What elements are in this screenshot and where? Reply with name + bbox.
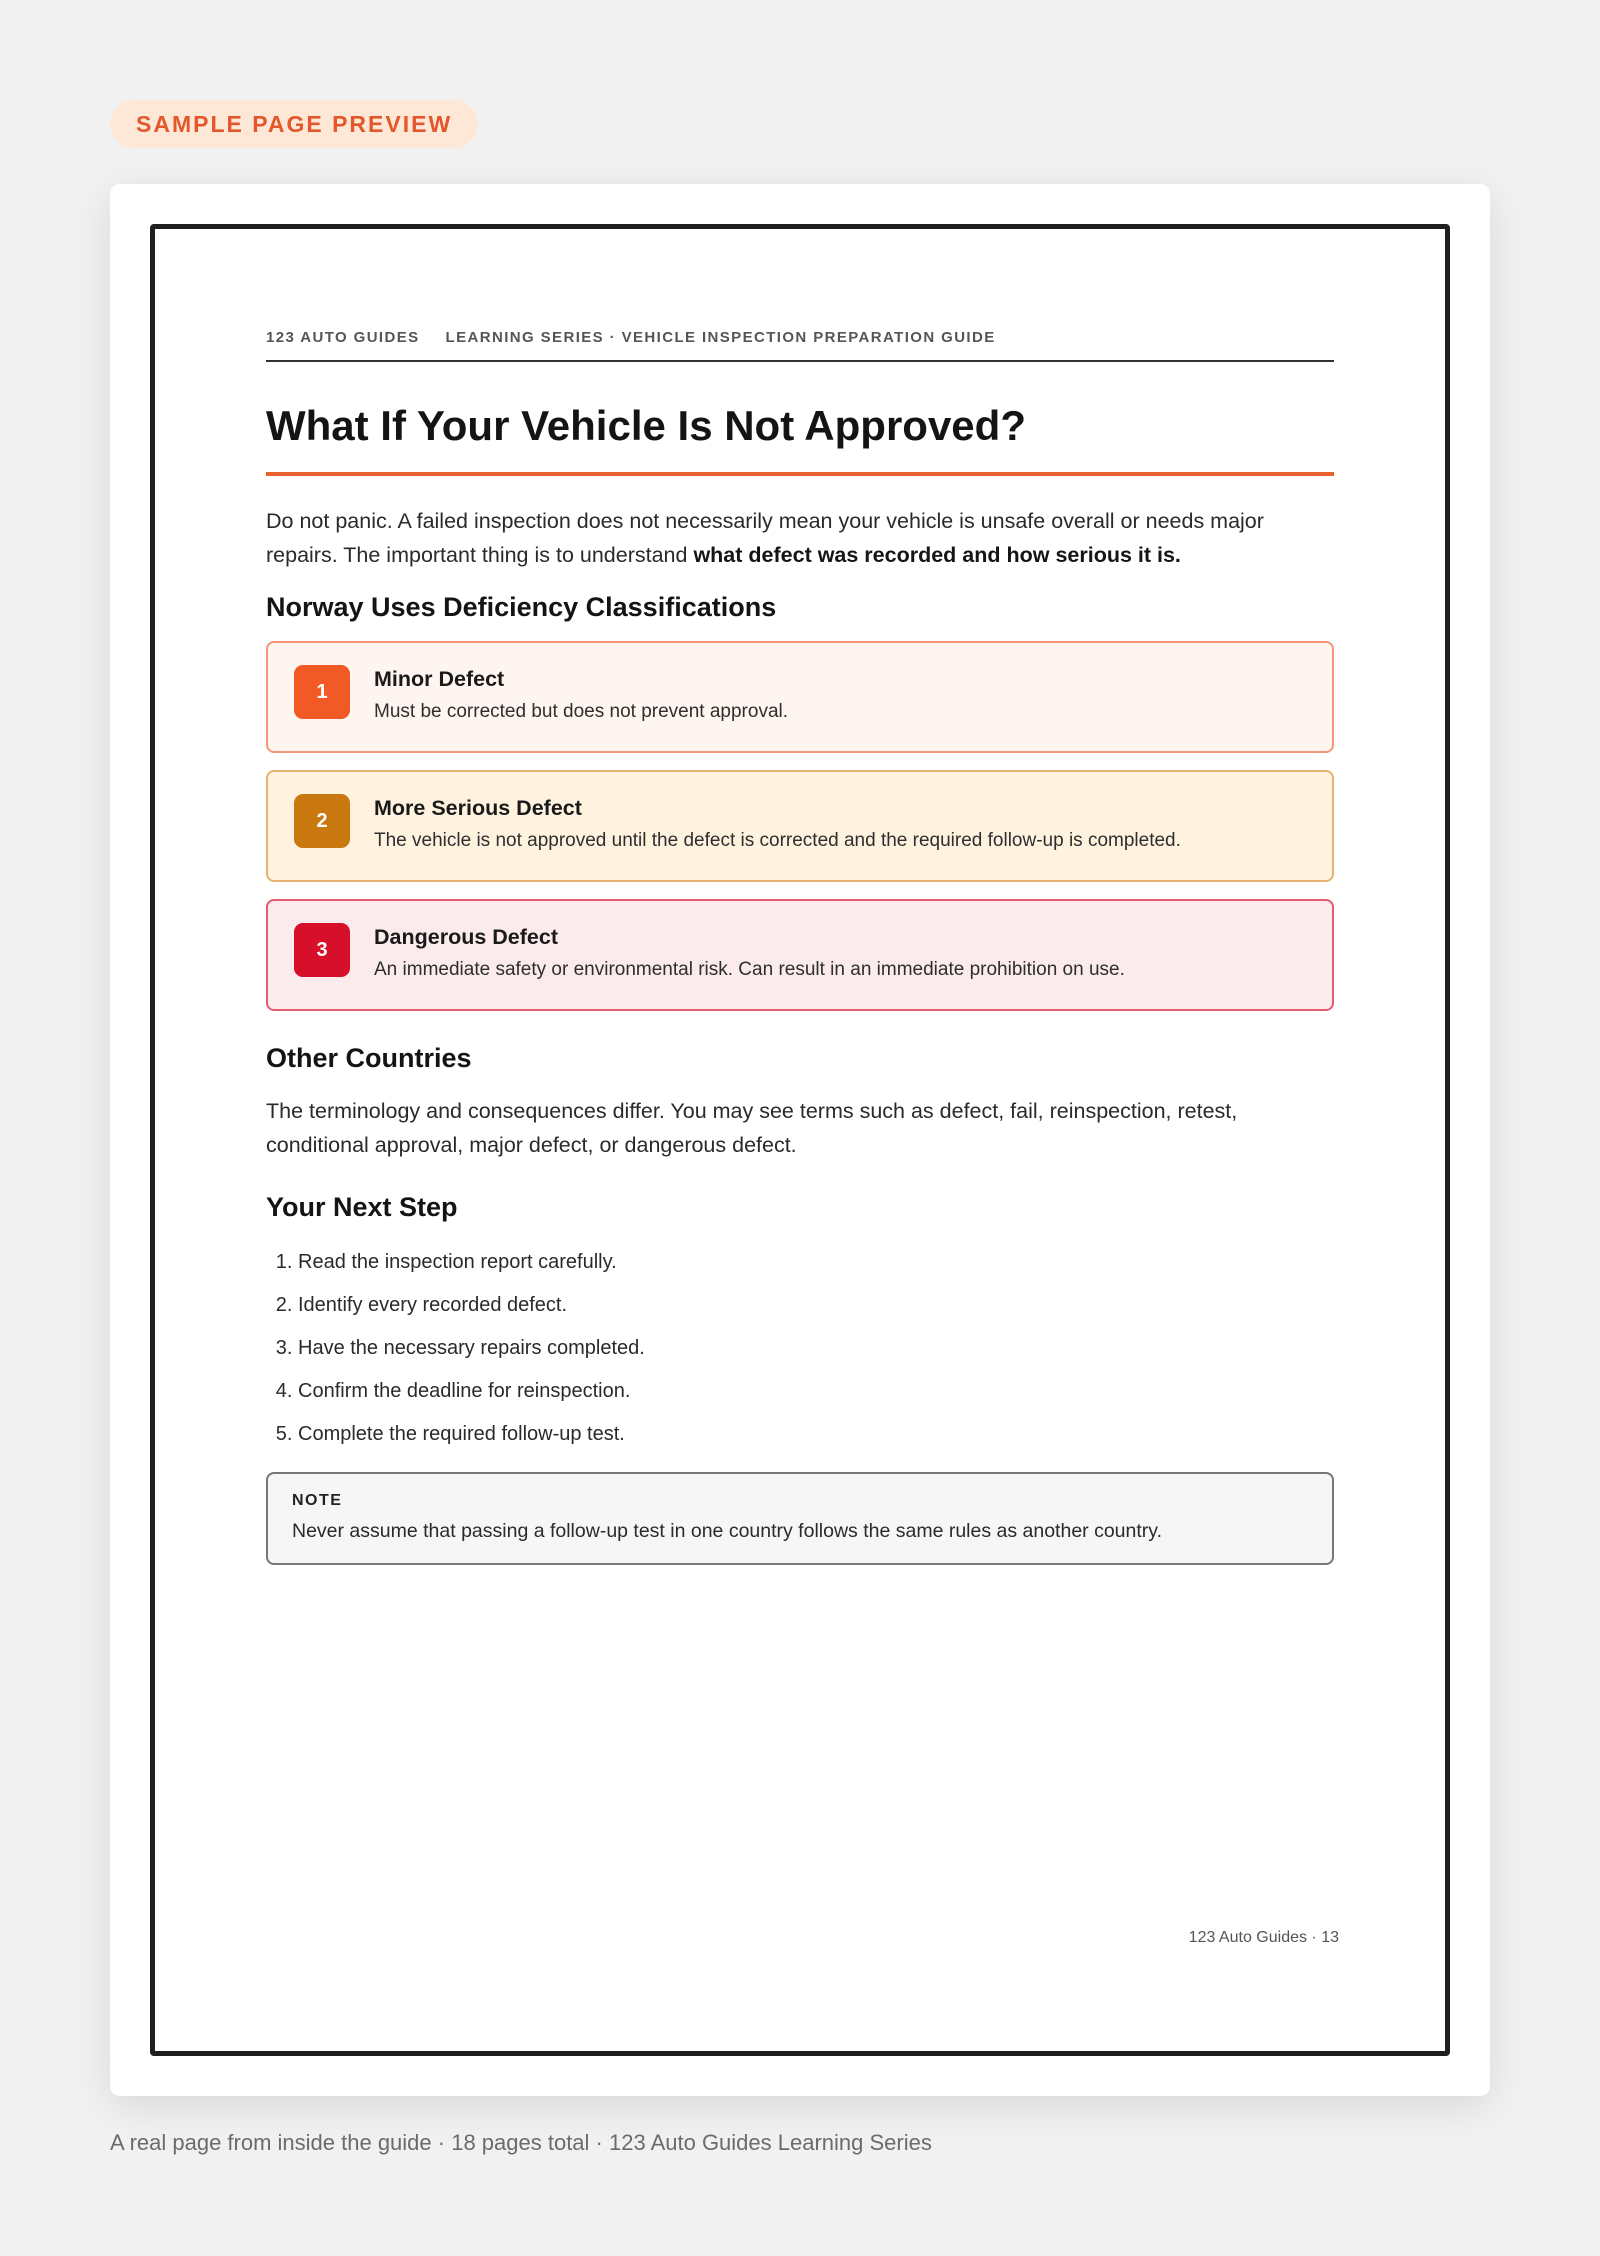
defect-description: An immediate safety or environmental risk. Can result in an immediate prohibition on use. <box>374 959 1125 980</box>
defect-card-minor <box>266 641 1334 753</box>
defect-list <box>266 641 1334 1011</box>
list-item: 1. Read the inspection report carefully. <box>298 1241 1334 1284</box>
defect-number-badge: 2 <box>294 794 350 848</box>
next-step-list <box>266 1241 1334 1456</box>
defect-body <box>374 665 788 725</box>
defect-title: Dangerous Defect <box>374 925 558 949</box>
intro-text: Do not panic. A failed inspection does not necessarily mean your vehicle is unsafe overall or needs major repairs. The important thing is to understand <box>266 509 1264 567</box>
defect-number-badge: 1 <box>294 665 350 719</box>
page-footer: 123 Auto Guides · 13 <box>1188 1929 1339 1946</box>
defect-card-dangerous <box>266 899 1334 1011</box>
other-countries-text: The terminology and consequences differ. You may see terms such as defect, fail, reinspection, retest, conditional approval, major defect, or dangerous defect. <box>266 1099 1238 1157</box>
defect-body <box>374 794 1181 854</box>
list-item: 2. Identify every recorded defect. <box>298 1284 1334 1327</box>
intro-bold-text: what defect was recorded and how serious it is. <box>693 543 1181 567</box>
list-item: 4. Confirm the deadline for reinspection. <box>298 1370 1334 1413</box>
page-title: What If Your Vehicle Is Not Approved? <box>266 402 1334 476</box>
note-label: NOTE <box>292 1492 343 1509</box>
document-page <box>150 224 1450 2056</box>
list-item: 3. Have the necessary repairs completed. <box>298 1327 1334 1370</box>
note-box <box>266 1472 1334 1565</box>
sample-preview-badge: SAMPLE PAGE PREVIEW <box>110 100 478 148</box>
next-step-heading: Your Next Step <box>266 1192 458 1222</box>
page-content <box>266 329 1334 1565</box>
defect-description: The vehicle is not approved until the defect is corrected and the required follow-up is completed. <box>374 830 1181 851</box>
classifications-heading: Norway Uses Deficiency Classifications <box>266 592 777 622</box>
defect-card-serious <box>266 770 1334 882</box>
preview-card <box>110 184 1490 2096</box>
defect-description: Must be corrected but does not prevent approval. <box>374 701 789 722</box>
running-head-brand: 123 AUTO GUIDES <box>266 329 420 346</box>
note-text: Never assume that passing a follow-up test in one country follows the same rules as another country. <box>292 1520 1162 1542</box>
defect-number-badge: 3 <box>294 923 350 977</box>
other-countries-heading: Other Countries <box>266 1043 472 1073</box>
defect-title: More Serious Defect <box>374 796 582 820</box>
running-head <box>266 329 1334 362</box>
running-head-series: LEARNING SERIES · VEHICLE INSPECTION PREPARATION GUIDE <box>445 329 996 346</box>
preview-caption: A real page from inside the guide · 18 pages total · 123 Auto Guides Learning Series <box>110 2130 932 2155</box>
list-item: 5. Complete the required follow-up test. <box>298 1413 1334 1456</box>
defect-title: Minor Defect <box>374 667 505 691</box>
defect-body <box>374 923 1125 983</box>
intro-paragraph <box>266 504 1334 572</box>
